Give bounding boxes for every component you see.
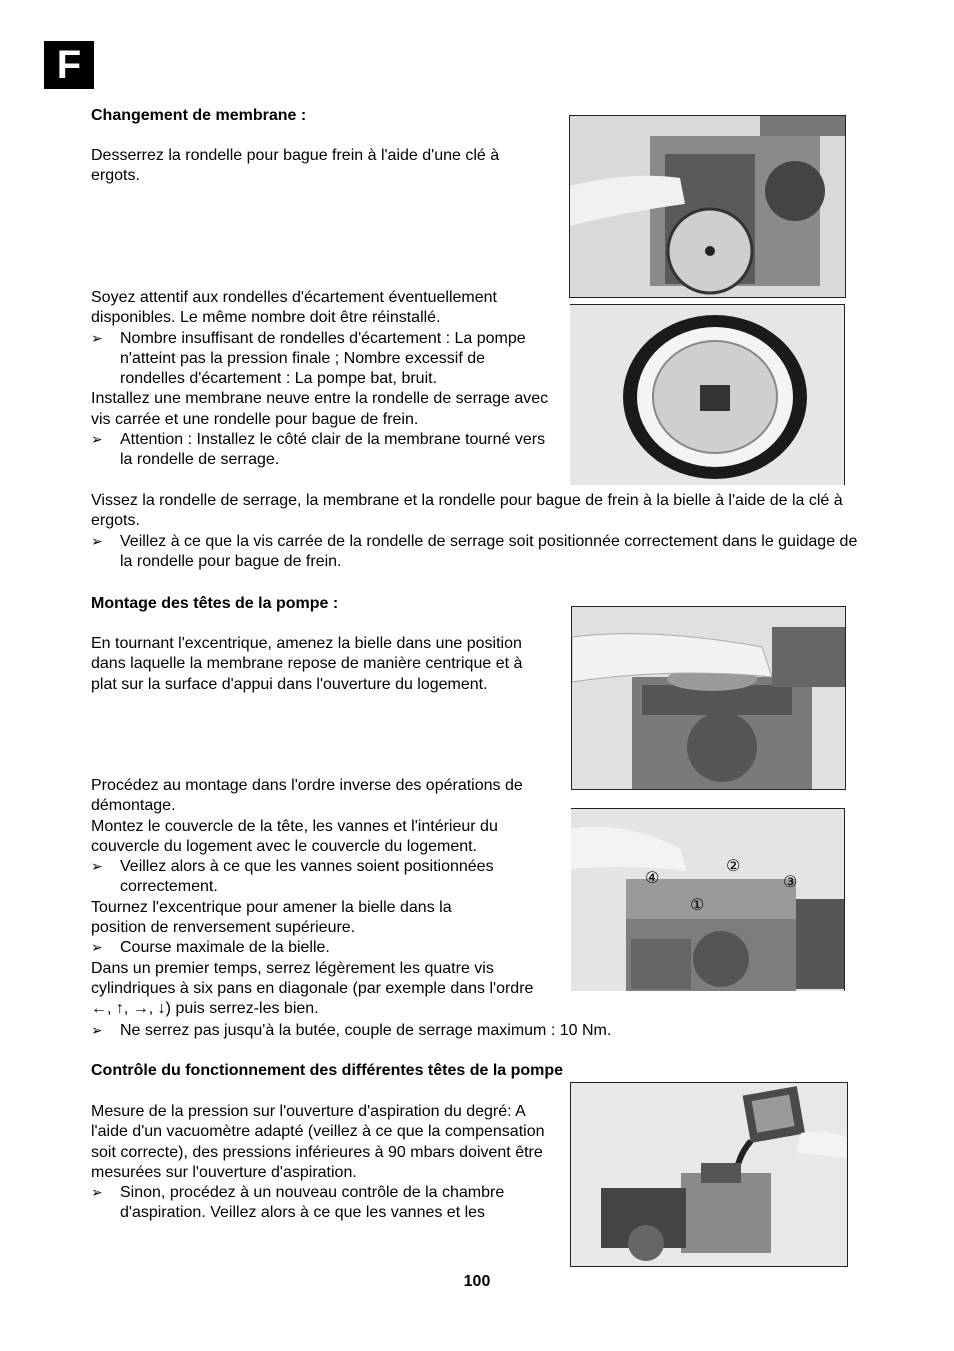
- bullet-text: Veillez alors à ce que les vannes soient positionnées correctement.: [120, 858, 494, 896]
- section-membrane-heading: [91, 106, 551, 126]
- paragraph: Vissez la rondelle de serrage, la membrane et la rondelle pour bague de frein à la bielle à l'aide de la clé à ergots.: [91, 492, 843, 530]
- bullet-item: [91, 329, 540, 390]
- bullet-item: [91, 857, 551, 898]
- arrowhead-bullet-icon: ➢: [91, 859, 103, 876]
- paragraph: Procédez au montage dans l'ordre inverse des opérations de démontage.: [91, 777, 523, 815]
- arrowhead-bullet-icon: ➢: [91, 533, 103, 550]
- section-heading: Montage des têtes de la pompe :: [91, 595, 339, 612]
- paragraph: Installez une membrane neuve entre la rondelle de serrage avec vis carrée et une rondelle pour bague de frein.: [91, 390, 549, 428]
- photo-loosen-washer: [569, 115, 846, 298]
- arrowhead-bullet-icon: ➢: [91, 330, 103, 347]
- paragraph: Montez le couvercle de la tête, les vannes et l'intérieur du couvercle du logement avec le couvercle du logement.: [91, 817, 498, 855]
- paragraph: Soyez attentif aux rondelles d'écartement éventuellement disponibles. Le même nombre doit être réinstallé.: [91, 289, 497, 327]
- paragraph: En tournant l'excentrique, amenez la bielle dans une position dans laquelle la membrane repose de manière centrique et à plat sur la surface d'appui dans l'ouverture du logement.: [91, 635, 523, 693]
- section-membrane-p1: [91, 146, 551, 187]
- language-badge: F: [44, 41, 94, 89]
- bullet-item: [91, 1021, 866, 1041]
- bullet-item: [91, 532, 866, 573]
- section-pump-heads-last: [91, 1021, 866, 1041]
- page-number: 100: [463, 1273, 491, 1290]
- callout-1: ①: [690, 895, 705, 914]
- photo-centering-membrane: [571, 606, 846, 790]
- photo-head-assembly: [571, 808, 845, 991]
- section-pump-heads-body: [91, 776, 551, 1020]
- arrowhead-bullet-icon: ➢: [91, 432, 103, 449]
- bullet-text: Course maximale de la bielle.: [120, 939, 330, 957]
- callout-3: ③: [783, 872, 798, 891]
- photo-vacuum-measurement: [570, 1082, 848, 1267]
- arrowhead-bullet-icon: ➢: [91, 940, 103, 957]
- bullet-item: [91, 1183, 557, 1224]
- section-membrane-body: [91, 288, 561, 471]
- paragraph: Tournez l'excentrique pour amener la bielle dans la position de renversement supérieure.: [91, 898, 452, 937]
- section-heading: Changement de membrane :: [91, 107, 307, 124]
- section-control-heading: [91, 1061, 651, 1081]
- bullet-text: Nombre insuffisant de rondelles d'écartement : La pompe n'atteint pas la pression finale ; Nombre excessif de rondelles d'écartement : La pompe bat, bruit.: [120, 329, 526, 388]
- callout-4: ④: [645, 868, 660, 887]
- arrowhead-bullet-icon: ➢: [91, 1185, 103, 1202]
- bullet-text: Attention : Installez le côté clair de la membrane tourné vers la rondelle de serrage.: [120, 431, 546, 469]
- section-pump-heads-p1: [91, 634, 546, 695]
- callout-2: ②: [726, 856, 741, 875]
- arrowhead-bullet-icon: ➢: [91, 1023, 103, 1039]
- bullet-text: Ne serrez pas jusqu'à la butée, couple de serrage maximum : 10 Nm.: [120, 1022, 612, 1039]
- section-membrane-wide: [91, 491, 866, 572]
- bullet-text: Veillez à ce que la vis carrée de la rondelle de serrage soit positionnée correctement dans le guidage de la rondelle pour bague de frein.: [120, 532, 858, 570]
- bullet-item: [91, 430, 561, 471]
- section-control-body: [91, 1102, 557, 1224]
- paragraph: Mesure de la pression sur l'ouverture d'aspiration du degré: A l'aide d'un vacuomètre adapté (veillez à ce que la compensation soit correcte), des pressions inférieures à 90 mbars doivent être mesurées sur l'ouverture d'aspiration.: [91, 1103, 545, 1181]
- paragraph: Dans un premier temps, serrez légèrement les quatre vis cylindriques à six pans en diagonale (par exemple dans l'ordre ←, ↑, →, ↓) puis serrez-les bien.: [91, 959, 534, 1018]
- bullet-text: Sinon, procédez à un nouveau contrôle de la chambre d'aspiration. Veillez alors à ce que les vannes et les: [120, 1184, 505, 1222]
- photo-membrane: [570, 304, 845, 485]
- paragraph: Desserrez la rondelle pour bague frein à l'aide d'une clé à ergots.: [91, 147, 500, 185]
- bullet-item: [91, 938, 551, 958]
- section-pump-heads-heading: [91, 594, 551, 614]
- section-heading: Contrôle du fonctionnement des différentes têtes de la pompe: [91, 1062, 564, 1079]
